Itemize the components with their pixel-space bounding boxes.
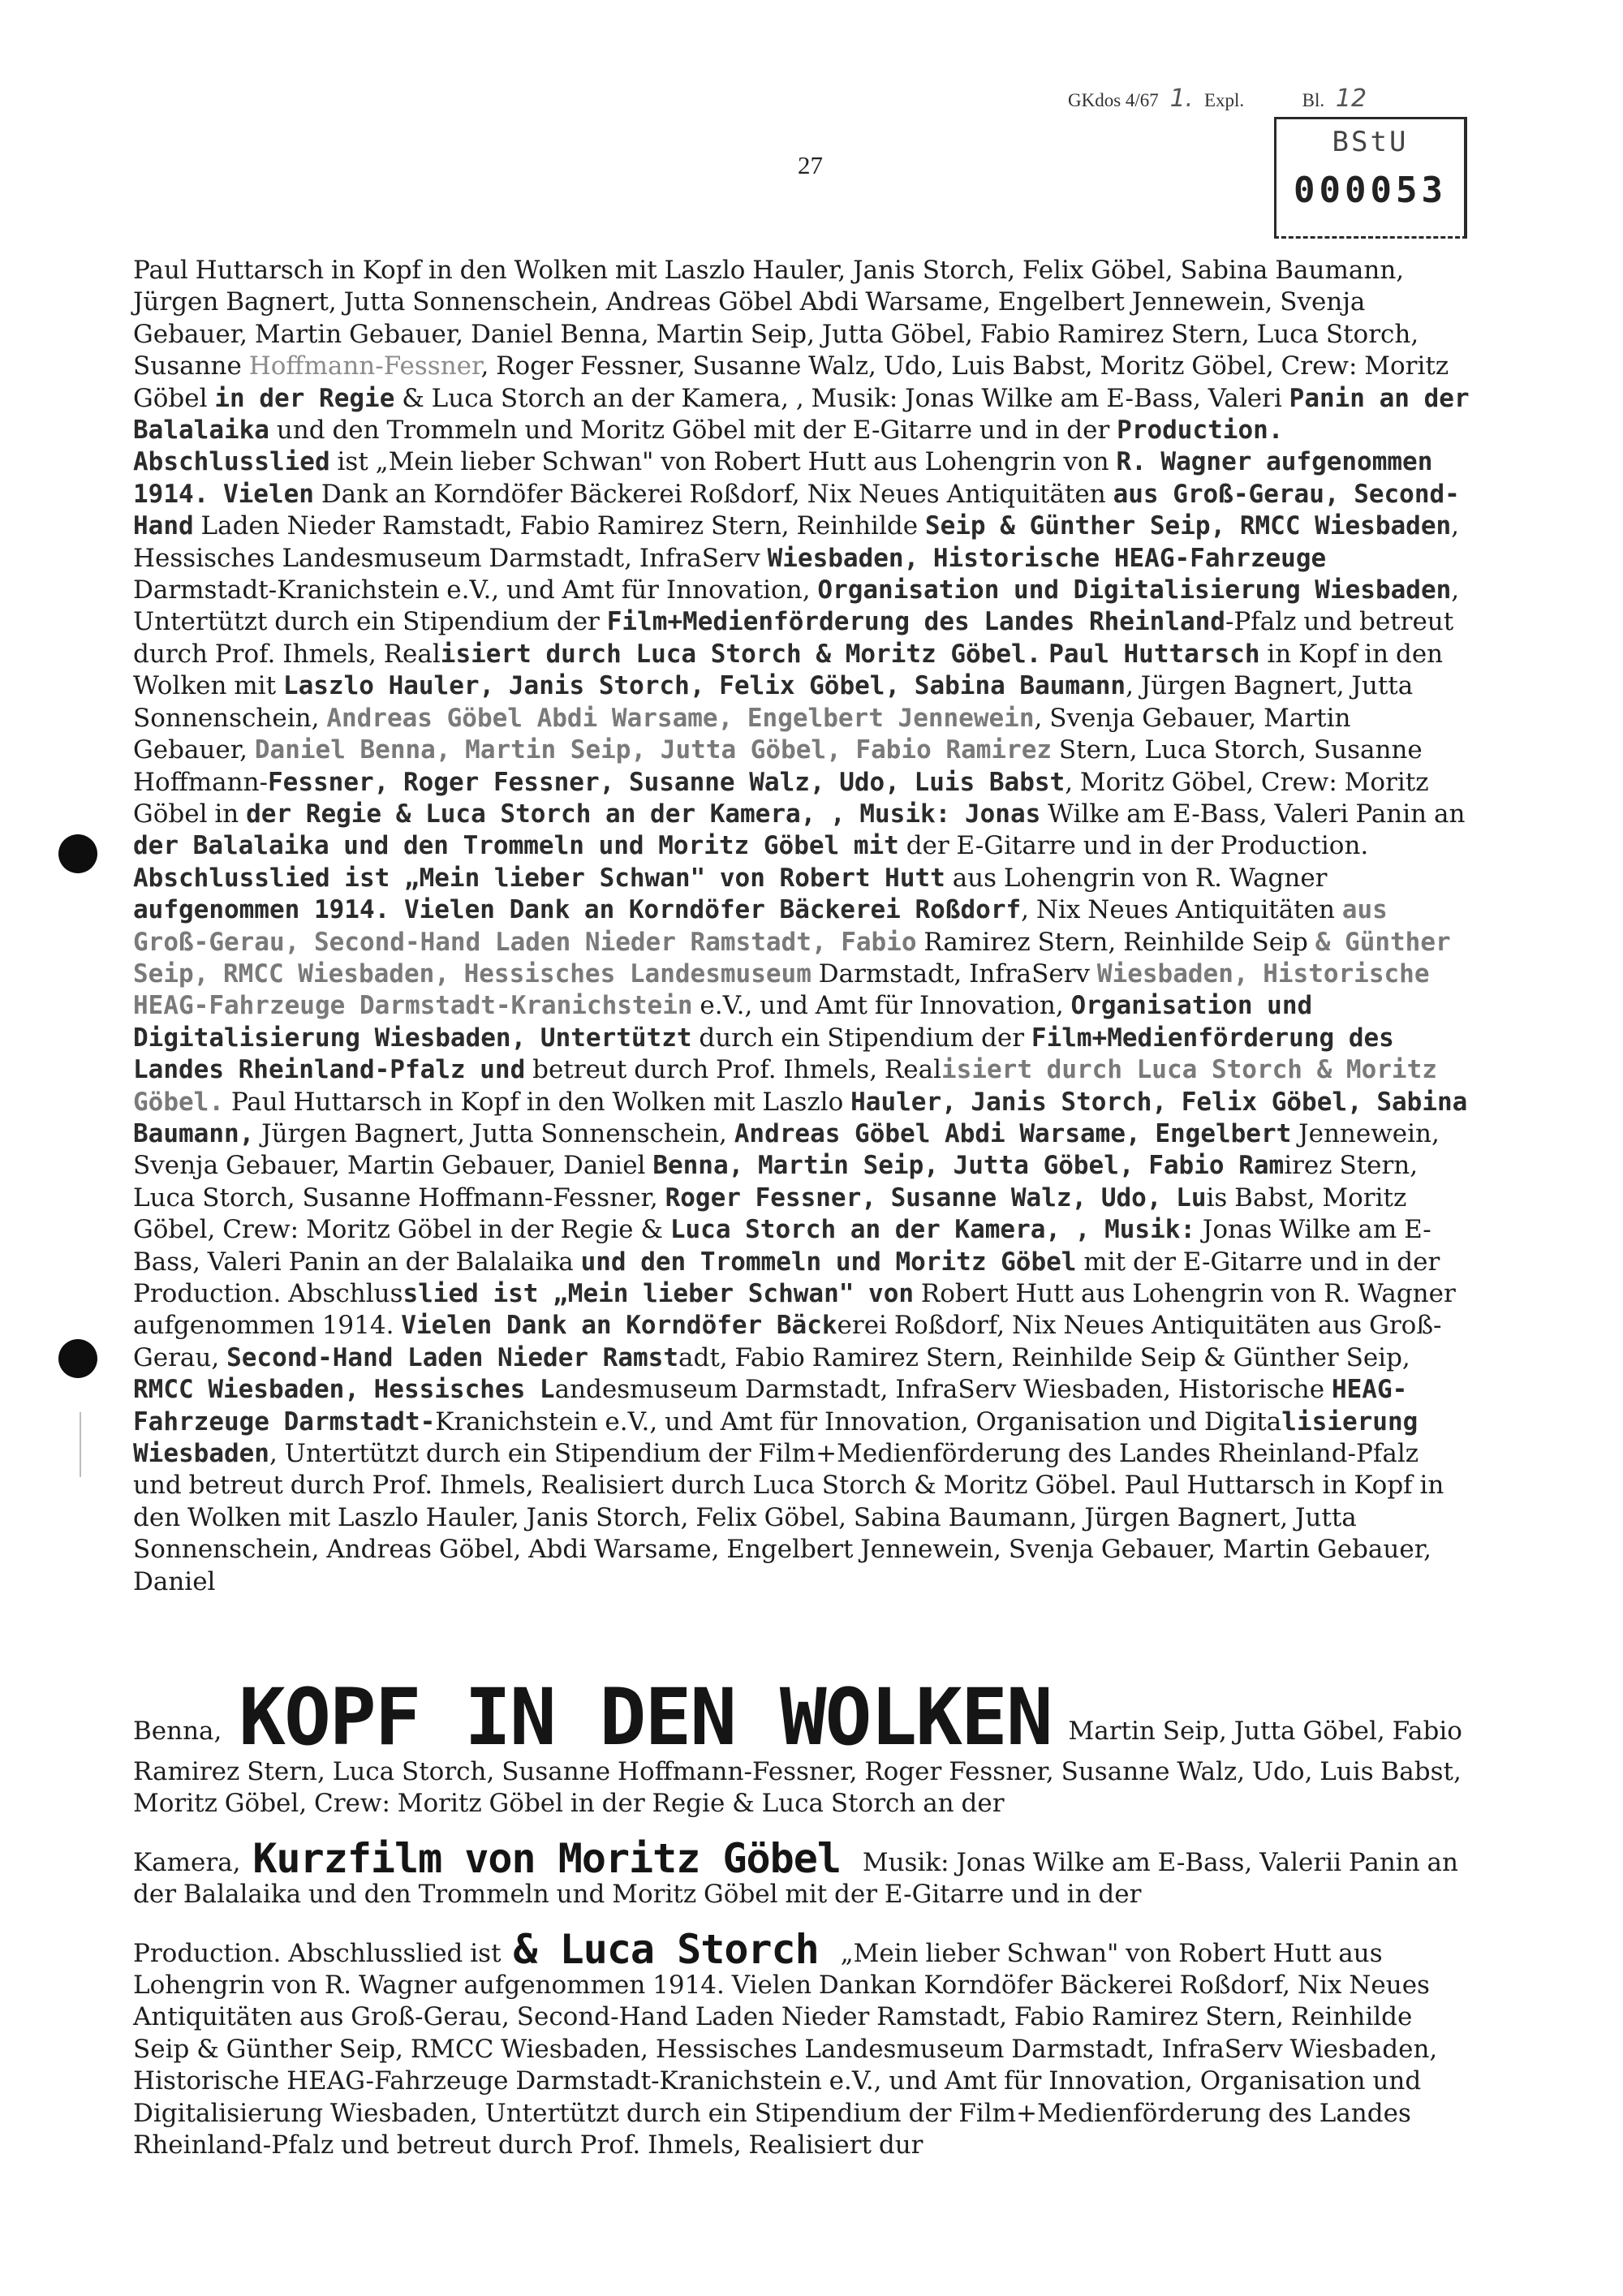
body-text-segment: und den Trommeln und Moritz Göbel mit der E-Gitarre und in der	[269, 416, 1117, 446]
body-text-segment: der Balalaika und den Trommeln und Moritz Göbel mit	[133, 831, 899, 861]
body-text-segment: , Untertützt durch ein Stipendium der Film+Medienförderung des Landes Rheinland-Pfalz und betreut durch Prof. Ihmels, Realisiert durch Luca Storch & Moritz Göbel. Paul Huttarsch in Kopf in den Wolken mit Laszlo Hauler, Janis Storch, Felix Göbel, Sabina Baumann, Jürgen Bagnert, Jutta Sonnenschein, Andreas Göbel, Abdi Warsame, Engelbert Jennewein, Svenja Gebauer, Martin Gebauer, Daniel	[133, 1439, 1444, 1596]
body-text-segment: Paul Huttarsch	[1048, 639, 1260, 669]
body-text-segment: RMCC Wiesbaden, Hessisches L	[133, 1375, 555, 1405]
body-text-segment: aufgenommen 1914. Vielen Dank an Korndöfer Bäckerei Roßdorf	[133, 895, 1022, 925]
body-text-segment: Organisation und Digitalisierung Wiesbaden, Untertützt	[133, 991, 1313, 1053]
body-text-segment: Robert Hutt aus Lohengrin von R. Wagner aufgenommen 1914.	[133, 1279, 1456, 1341]
body-text-segment: Abschlusslied ist „Mein lieber Schwan" von Robert Hutt	[133, 863, 945, 893]
body-text-segment: aus Groß-Gerau, Second-Hand	[133, 479, 1460, 541]
body-text-segment: , Hessisches Landesmuseum Darmstadt, InfraServ	[133, 511, 1460, 573]
body-text-segment: Laden Nieder Ramstadt, Fabio Ramirez Stern, Reinhilde	[193, 511, 925, 541]
body-text-segment: Laszlo Hauler, Janis Storch, Felix Göbel, Sabina Baumann	[282, 671, 1126, 701]
body-text-segment: isiert durch Luca Storch & Moritz Göbel.	[133, 1055, 1437, 1117]
body-text-segment: Production. Abschlusslied	[133, 416, 1284, 477]
body-text-segment: Hoffmann-Fessner	[248, 351, 481, 381]
body-text-segment: Jürgen Bagnert, Jutta Sonnenschein,	[254, 1118, 734, 1148]
body-text-segment: Darmstadt, InfraServ	[811, 958, 1097, 989]
body-text-segment: Vielen Dank an Korndöfer Bäck	[401, 1311, 837, 1341]
body-text-segment: ist „Mein lieber Schwan" von Robert Hutt aus Lohengrin von	[329, 447, 1117, 477]
body-text-segment: , Roger Fessner, Susanne Walz, Udo, Luis Babst, Moritz Göbel, Crew: Moritz Göbel	[133, 351, 1449, 413]
body-text-segment: mit der E-Gitarre und in der Production. Abschlus	[133, 1247, 1440, 1308]
body-text-segment: -Pfalz und betreut durch Prof. Ihmels, Real	[133, 607, 1454, 669]
body-text-segment: & Luca Storch an der Kamera, , Musik: Jonas Wilke am E-Bass, Valeri	[394, 383, 1289, 413]
body-text-segment: Jennewein, Svenja Gebauer, Martin Gebauer, Daniel	[133, 1118, 1440, 1181]
body-text-segment: , Moritz Göbel, Crew: Moritz Göbel in	[133, 767, 1429, 829]
body-text-segment: , Nix Neues Antiquitäten	[1021, 895, 1342, 925]
margin-mark	[80, 1412, 81, 1477]
closing-lead-text: Benna,	[133, 1717, 222, 1746]
body-text-segment: und den Trommeln und Moritz Göbel	[580, 1247, 1077, 1277]
classification-code: GKdos 4/67	[1068, 90, 1159, 110]
archive-stamp	[1274, 117, 1467, 239]
body-text-segment: , Jürgen Bagnert, Jutta Sonnenschein,	[133, 671, 1414, 733]
body-text-segment: betreut durch Prof. Ihmels, Real	[525, 1055, 942, 1085]
body-text-segment: Seip & Günther Seip, RMCC Wiesbaden	[924, 511, 1452, 541]
film-credit-name: & Luca Storch	[513, 1925, 819, 1973]
closing-paragraph-subtitle	[133, 1834, 1472, 1911]
body-text-segment: Luca Storch an der Kamera, , Musik:	[669, 1215, 1196, 1245]
body-text-segment: Wiesbaden, Historische HEAG-Fahrzeuge	[767, 543, 1327, 573]
body-text-segment: adt, Fabio Ramirez Stern, Reinhilde Seip & Günther Seip,	[678, 1342, 1410, 1372]
closing-section	[133, 1672, 1472, 2161]
copy-number-handwritten: 1.	[1169, 84, 1194, 113]
body-text-segment: , Untertützt durch ein Stipendium der	[133, 575, 1460, 637]
body-text-segment: der E-Gitarre und in der Production.	[898, 831, 1369, 861]
body-text-segment: Paul Huttarsch in Kopf in den Wolken mit Laszlo	[223, 1087, 851, 1117]
body-text-segment: aus Groß-Gerau, Second-Hand Laden Nieder Ramstadt, Fabio	[133, 895, 1388, 957]
body-text-segment: Stern, Luca Storch, Susanne Hoffmann-	[133, 735, 1423, 797]
body-text-segment: Daniel Benna, Martin Seip, Jutta Göbel, Fabio Ramirez	[254, 735, 1053, 765]
archive-stamp-number: 000053	[1294, 170, 1447, 211]
sheet-label: Bl.	[1302, 90, 1325, 110]
body-text-segment: Wiesbaden, Historische HEAG-Fahrzeuge Darmstadt-Kranichstein	[133, 958, 1430, 1021]
body-text-segment: Panin an der Balalaika	[133, 383, 1470, 446]
punch-hole-icon	[58, 1339, 97, 1378]
copy-label: Expl.	[1203, 90, 1245, 110]
body-text-segment: irez Stern, Luca Storch, Susanne Hoffmann-Fessner,	[133, 1151, 1419, 1213]
body-text-segment: Wilke am E-Bass, Valeri Panin an	[1040, 799, 1466, 829]
closing-lead-text: Kamera,	[133, 1847, 241, 1877]
closing-body-text: Martin Seip, Jutta Göbel, Fabio Ramirez Stern, Luca Storch, Susanne Hoffmann-Fessner, Roger Fessner, Susanne Walz, Udo, Luis Babst, Moritz Göbel, Crew: Moritz Göbel in der Regie & Luca Storch an der	[133, 1717, 1462, 1819]
body-text-segment: in Kopf in den Wolken mit	[133, 639, 1444, 701]
body-text-segment: Film+Medienförderung des Landes Rheinland	[606, 607, 1225, 637]
film-subtitle: Kurzfilm von Moritz Göbel	[252, 1834, 841, 1882]
body-text	[133, 255, 1472, 1598]
closing-body-text: Musik: Jonas Wilke am E-Bass, Valerii Panin an der Balalaika und den Trommeln und Moritz Göbel mit der E-Gitarre und in der	[133, 1847, 1458, 1910]
body-text-segment: Fessner, Roger Fessner, Susanne Walz, Udo, Luis Babst	[268, 767, 1065, 797]
body-text-segment: Hauler, Janis Storch, Felix Göbel, Sabina Baumann,	[133, 1087, 1468, 1148]
body-text-segment: HEAG-Fahrzeuge Darmstadt-	[133, 1375, 1408, 1437]
body-text-segment: , Svenja Gebauer, Martin Gebauer,	[133, 703, 1351, 765]
body-text-segment: Film+Medienförderung des Landes Rheinland-Pfalz und	[133, 1023, 1394, 1085]
closing-paragraph-title	[133, 1672, 1472, 1820]
body-text-segment: Second-Hand Laden Nieder Ramst	[226, 1342, 679, 1372]
body-text-segment: Benna, Martin Seip, Jutta Göbel, Fabio Ram	[652, 1151, 1285, 1181]
classification-header	[1068, 84, 1373, 113]
punch-hole-icon	[58, 834, 97, 873]
body-text-segment: andesmuseum Darmstadt, InfraServ Wiesbaden, Historische	[554, 1375, 1332, 1405]
body-text-segment: Andreas Göbel Abdi Warsame, Engelbert Jennewein	[326, 703, 1035, 733]
body-text-segment: R. Wagner aufgenommen 1914. Vielen	[133, 447, 1433, 509]
body-text-segment: Andreas Göbel Abdi Warsame, Engelbert	[734, 1118, 1292, 1148]
body-text-segment: der Regie & Luca Storch an der Kamera, , Musik: Jonas	[246, 799, 1041, 829]
body-text-segment: Darmstadt-Kranichstein e.V., und Amt für Innovation,	[133, 575, 818, 605]
closing-body-text: „Mein lieber Schwan" von Robert Hutt aus Lohengrin von R. Wagner aufgenommen 1914. Vielen Dankan Korndöfer Bäckerei Roßdorf, Nix Neues Antiquitäten aus Groß-Gerau, Second-Hand Laden Nieder Ramstadt, Fabio Ramirez Stern, Reinhilde Seip & Günther Seip, RMCC Wiesbaden, Hessisches Landesmuseum Darmstadt, InfraServ Wiesbaden, Historische HEAG-Fahrzeuge Darmstadt-Kranichstein e.V., und Amt für Innovation, Organisation und Digitalisierung Wiesbaden, Untertützt durch ein Stipendium der Film+Medienförderung des Landes Rheinland-Pfalz und betreut durch Prof. Ihmels, Realisiert dur	[133, 1938, 1438, 2160]
archive-stamp-label: BStU	[1332, 126, 1409, 158]
body-text-segment: slied ist „Mein lieber Schwan" von	[403, 1279, 915, 1308]
body-text-segment: lisierung Wiesbaden	[133, 1406, 1419, 1469]
body-text-segment: isiert durch Luca Storch & Moritz Göbel.	[440, 639, 1042, 669]
closing-paragraph-credit	[133, 1925, 1472, 2162]
sheet-number-handwritten: 12	[1335, 84, 1367, 113]
body-text-segment: Jonas Wilke am E-Bass, Valeri Panin an der Balalaika	[133, 1215, 1431, 1277]
page-number: 27	[798, 151, 823, 179]
body-text-segment: Ramirez Stern, Reinhilde Seip	[916, 927, 1315, 957]
body-text-segment: is Babst, Moritz Göbel, Crew: Moritz Göbel in der Regie &	[133, 1182, 1407, 1245]
closing-lead-text: Production. Abschlusslied ist	[133, 1938, 502, 1968]
body-text-segment: in der Regie	[214, 383, 395, 413]
body-text-segment: durch ein Stipendium der	[691, 1023, 1031, 1053]
body-text-segment: Dank an Korndöfer Bäckerei Roßdorf, Nix Neues Antiquitäten	[313, 479, 1113, 509]
body-text-segment: aus Lohengrin von R. Wagner	[945, 863, 1328, 893]
body-text-segment: Kranichstein e.V., und Amt für Innovation, Organisation und Digita	[435, 1406, 1282, 1437]
body-text-segment	[1041, 640, 1048, 669]
body-text-segment: Roger Fessner, Susanne Walz, Udo, Lu	[665, 1182, 1207, 1213]
body-text-segment: Paul Huttarsch in Kopf in den Wolken mit Laszlo Hauler, Janis Storch, Felix Göbel, Sabina Baumann, Jürgen Bagnert, Jutta Sonnenschein, Andreas Göbel Abdi Warsame, Engelbert Jennewein, Svenja Gebauer, Martin Gebauer, Daniel Benna, Martin Seip, Jutta Göbel, Fabio Ramirez Stern, Luca Storch, Susanne	[133, 256, 1419, 381]
body-text-segment: Organisation und Digitalisierung Wiesbaden	[817, 575, 1452, 605]
body-text-segment: erei Roßdorf, Nix Neues Antiquitäten aus Groß-Gerau,	[133, 1311, 1442, 1372]
body-text-segment: e.V., und Amt für Innovation,	[692, 991, 1071, 1021]
body-text-segment: & Günther Seip, RMCC Wiesbaden, Hessisches Landesmuseum	[133, 927, 1451, 989]
film-title: KOPF IN DEN WOLKEN	[239, 1672, 1052, 1763]
